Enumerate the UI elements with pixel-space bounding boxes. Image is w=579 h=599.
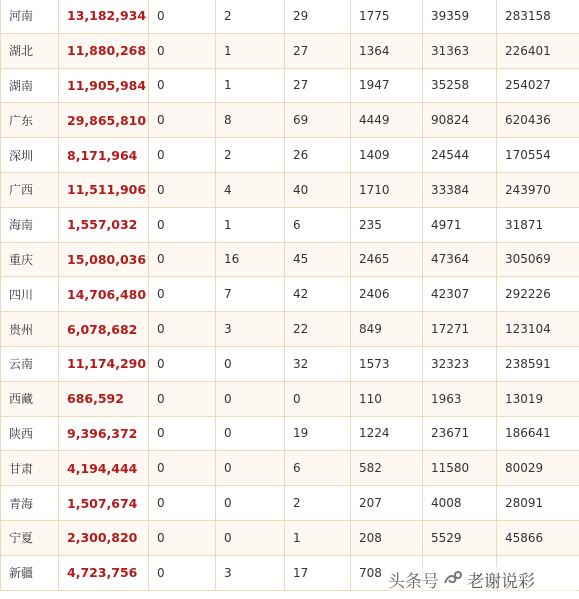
number-cell: 305069 (497, 242, 579, 277)
region-cell: 广东 (1, 103, 59, 138)
total-cell: 15,080,036 (59, 242, 149, 277)
total-cell: 2,300,820 (59, 520, 149, 555)
number-cell: 4971 (423, 207, 497, 242)
table-row (1, 242, 579, 277)
number-cell: 0 (149, 555, 216, 590)
number-cell: 29 (285, 0, 351, 33)
table-row (1, 0, 579, 33)
table-row (1, 172, 579, 207)
number-cell: 207 (351, 486, 423, 521)
number-cell: 1 (216, 33, 285, 68)
number-cell: 0 (216, 451, 285, 486)
table-row (1, 207, 579, 242)
number-cell: 1573 (351, 346, 423, 381)
total-cell: 14,706,480 (59, 277, 149, 312)
number-cell: 186641 (497, 416, 579, 451)
number-cell: 238591 (497, 346, 579, 381)
number-cell: 1409 (351, 138, 423, 173)
number-cell: 0 (149, 416, 216, 451)
table-row (1, 312, 579, 347)
number-cell: 31871 (497, 207, 579, 242)
total-cell: 4,194,444 (59, 451, 149, 486)
region-cell: 深圳 (1, 138, 59, 173)
region-cell: 陕西 (1, 416, 59, 451)
number-cell: 1 (216, 68, 285, 103)
number-cell: 620436 (497, 103, 579, 138)
region-cell: 宁夏 (1, 520, 59, 555)
number-cell: 22 (285, 312, 351, 347)
number-cell: 110 (351, 381, 423, 416)
region-cell: 新疆 (1, 555, 59, 590)
number-cell: 80029 (497, 451, 579, 486)
number-cell: 16 (216, 242, 285, 277)
number-cell: 2406 (351, 277, 423, 312)
number-cell: 0 (149, 207, 216, 242)
number-cell: 2 (285, 486, 351, 521)
number-cell: 27 (285, 68, 351, 103)
number-cell: 292226 (497, 277, 579, 312)
number-cell: 47364 (423, 242, 497, 277)
table-row (1, 486, 579, 521)
region-cell: 重庆 (1, 242, 59, 277)
number-cell: 42 (285, 277, 351, 312)
number-cell: 0 (149, 103, 216, 138)
number-cell: 19 (285, 416, 351, 451)
number-cell: 235 (351, 207, 423, 242)
number-cell: 0 (149, 33, 216, 68)
number-cell: 0 (149, 451, 216, 486)
number-cell: 0 (149, 0, 216, 33)
table-row (1, 346, 579, 381)
number-cell: 45 (285, 242, 351, 277)
number-cell: 11580 (423, 451, 497, 486)
number-cell: 0 (216, 381, 285, 416)
number-cell: 2 (216, 138, 285, 173)
number-cell: 0 (149, 242, 216, 277)
region-cell: 湖北 (1, 33, 59, 68)
number-cell: 45866 (497, 520, 579, 555)
total-cell: 1,507,674 (59, 486, 149, 521)
table-row (1, 520, 579, 555)
total-cell: 686,592 (59, 381, 149, 416)
number-cell: 0 (149, 68, 216, 103)
number-cell: 7 (216, 277, 285, 312)
number-cell: 4 (216, 172, 285, 207)
number-cell: 35258 (423, 68, 497, 103)
total-cell: 11,905,984 (59, 68, 149, 103)
number-cell: 708 (351, 555, 423, 590)
number-cell: 27 (285, 33, 351, 68)
number-cell: 0 (216, 416, 285, 451)
region-cell: 海南 (1, 207, 59, 242)
number-cell: 0 (149, 277, 216, 312)
number-cell: 4008 (423, 486, 497, 521)
number-cell: 849 (351, 312, 423, 347)
number-cell: 1 (216, 207, 285, 242)
number-cell: 31363 (423, 33, 497, 68)
number-cell: 170554 (497, 138, 579, 173)
region-cell: 湖南 (1, 68, 59, 103)
region-cell: 四川 (1, 277, 59, 312)
number-cell: 0 (216, 346, 285, 381)
number-cell: 13019 (497, 381, 579, 416)
number-cell: 28091 (497, 486, 579, 521)
number-cell: 5529 (423, 520, 497, 555)
table-row (1, 33, 579, 68)
region-cell: 河南 (1, 0, 59, 33)
number-cell: 40 (285, 172, 351, 207)
region-cell: 广西 (1, 172, 59, 207)
number-cell: 0 (149, 312, 216, 347)
table-body (1, 0, 579, 590)
number-cell: 254027 (497, 68, 579, 103)
number-cell: 42307 (423, 277, 497, 312)
number-cell: 1947 (351, 68, 423, 103)
table-row (1, 138, 579, 173)
number-cell: 226401 (497, 33, 579, 68)
number-cell: 6 (285, 207, 351, 242)
number-cell: 6 (285, 451, 351, 486)
number-cell: 90824 (423, 103, 497, 138)
number-cell: 1 (285, 520, 351, 555)
table-row (1, 277, 579, 312)
table-row (1, 68, 579, 103)
number-cell: 32 (285, 346, 351, 381)
total-cell: 4,723,756 (59, 555, 149, 590)
total-cell: 6,078,682 (59, 312, 149, 347)
region-cell: 甘肃 (1, 451, 59, 486)
number-cell: 17 (285, 555, 351, 590)
watermark-prefix: 头条号 (388, 571, 439, 592)
number-cell: 0 (149, 172, 216, 207)
number-cell: 3 (216, 555, 285, 590)
number-cell: 1775 (351, 0, 423, 33)
number-cell: 1710 (351, 172, 423, 207)
table-row (1, 451, 579, 486)
number-cell: 208 (351, 520, 423, 555)
total-cell: 29,865,810 (59, 103, 149, 138)
number-cell: 2 (216, 0, 285, 33)
number-cell: 0 (149, 486, 216, 521)
number-cell: 0 (149, 138, 216, 173)
watermark-name: 老谢说彩 (467, 571, 535, 592)
total-cell: 8,171,964 (59, 138, 149, 173)
number-cell: 2465 (351, 242, 423, 277)
total-cell: 11,880,268 (59, 33, 149, 68)
number-cell: 0 (149, 381, 216, 416)
total-cell: 11,511,906 (59, 172, 149, 207)
number-cell: 39359 (423, 0, 497, 33)
total-cell: 11,174,290 (59, 346, 149, 381)
region-cell: 贵州 (1, 312, 59, 347)
number-cell: 24544 (423, 138, 497, 173)
number-cell: 32323 (423, 346, 497, 381)
number-cell: 4449 (351, 103, 423, 138)
number-cell: 0 (149, 520, 216, 555)
number-cell: 123104 (497, 312, 579, 347)
number-cell: 0 (216, 486, 285, 521)
region-cell: 青海 (1, 486, 59, 521)
number-cell: 3 (216, 312, 285, 347)
watermark (388, 566, 576, 592)
number-cell: 23671 (423, 416, 497, 451)
total-cell: 1,557,032 (59, 207, 149, 242)
number-cell: 0 (149, 346, 216, 381)
toutiao-logo-icon (443, 570, 463, 588)
number-cell: 69 (285, 103, 351, 138)
number-cell: 582 (351, 451, 423, 486)
region-cell: 西藏 (1, 381, 59, 416)
region-cell: 云南 (1, 346, 59, 381)
number-cell: 1963 (423, 381, 497, 416)
number-cell: 1224 (351, 416, 423, 451)
table-row (1, 103, 579, 138)
total-cell: 9,396,372 (59, 416, 149, 451)
number-cell: 1364 (351, 33, 423, 68)
number-cell: 33384 (423, 172, 497, 207)
number-cell: 8 (216, 103, 285, 138)
number-cell: 243970 (497, 172, 579, 207)
number-cell: 0 (285, 381, 351, 416)
table-row (1, 381, 579, 416)
number-cell: 0 (216, 520, 285, 555)
number-cell: 26 (285, 138, 351, 173)
number-cell: 283158 (497, 0, 579, 33)
total-cell: 13,182,934 (59, 0, 149, 33)
table-row (1, 416, 579, 451)
number-cell: 17271 (423, 312, 497, 347)
